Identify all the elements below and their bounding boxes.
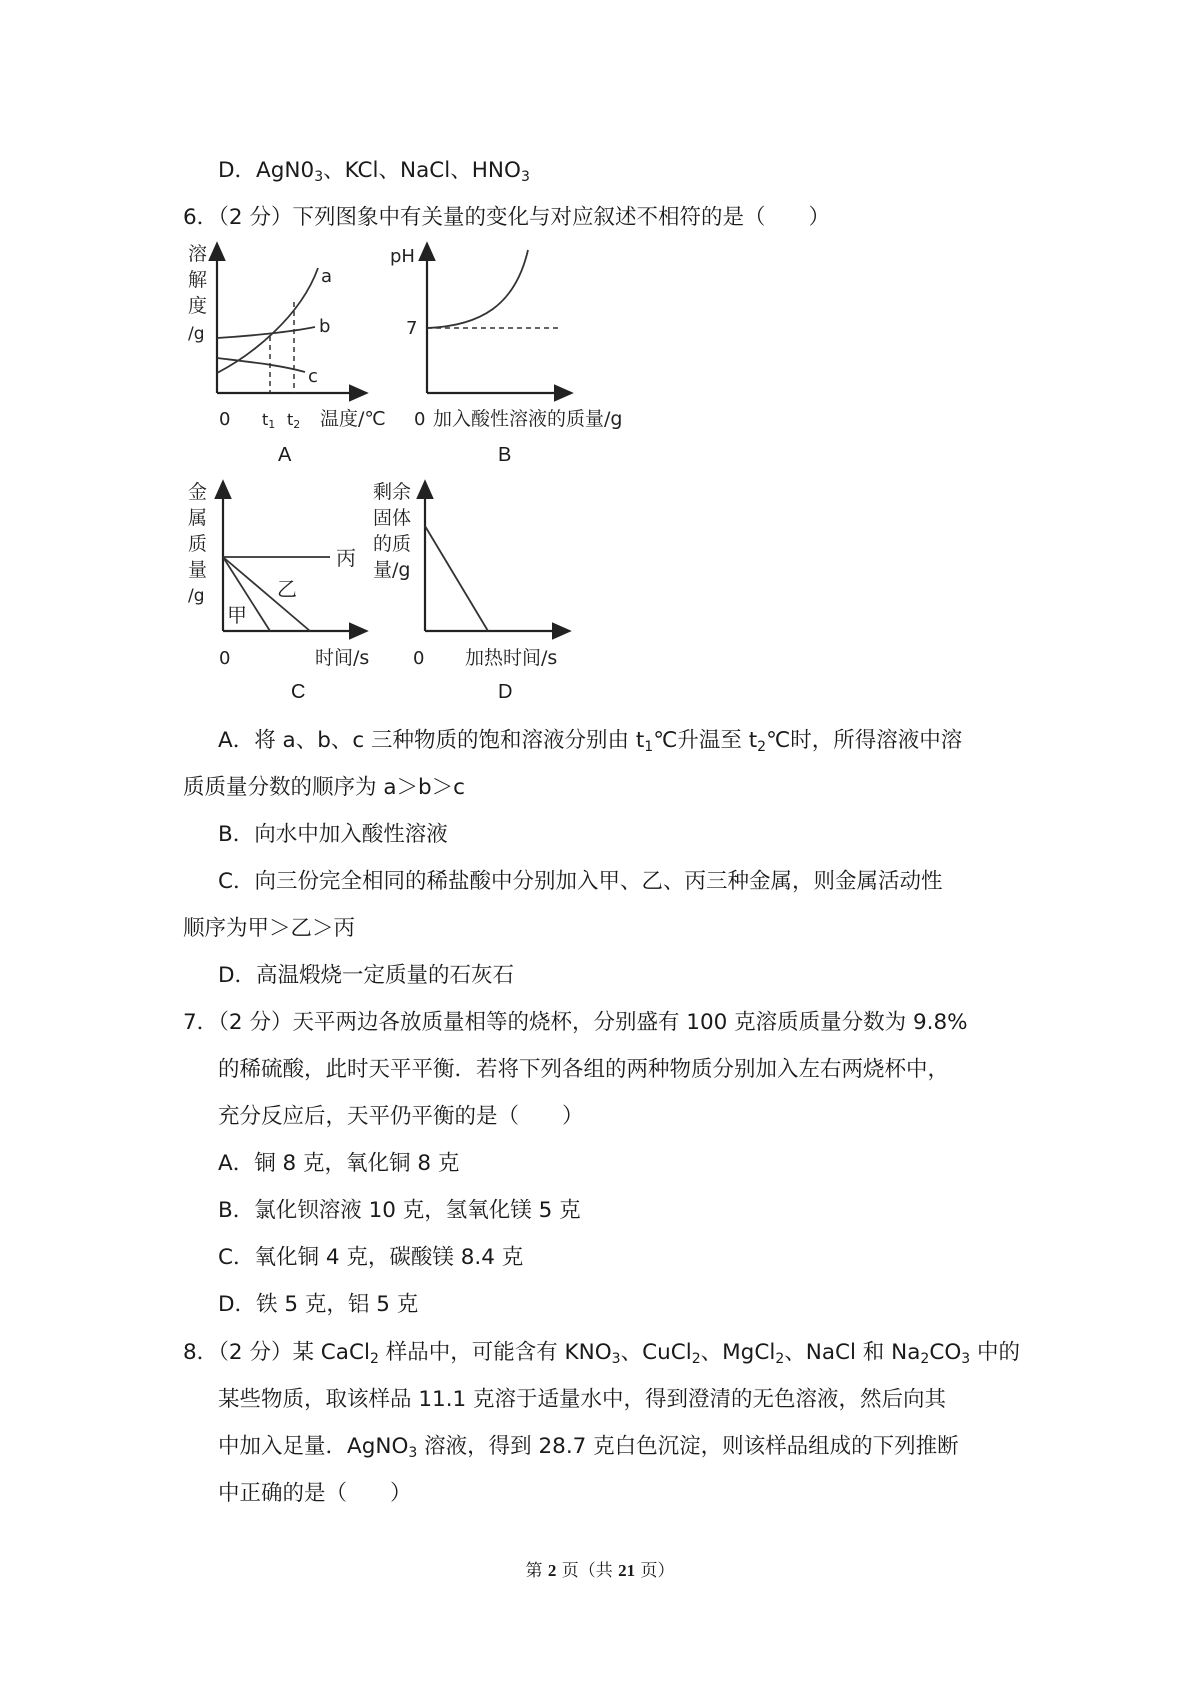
figure-a-label-b: b <box>319 316 331 337</box>
figure-a-label-c: c <box>308 366 318 387</box>
figure-d-ylabel-2: 固体 <box>373 507 412 529</box>
q6-option-c-line2: 顺序为甲＞乙＞丙 <box>183 916 356 941</box>
figure-a-label-a: a <box>321 266 333 287</box>
q8-stem-line3: 中加入足量．AgNO$_3$ 溶液，得到 28.7 克白色沉淀，则该样品组成的下列推断 <box>218 1434 959 1461</box>
figure-d-ylabel-3: 的质 <box>373 533 412 555</box>
figure-b-ph <box>390 238 650 433</box>
figure-d-line <box>425 526 488 631</box>
q7-option-a: A．铜 8 克，氧化铜 8 克 <box>218 1151 460 1176</box>
q7-option-c: C．氧化铜 4 克，碳酸镁 8.4 克 <box>218 1245 524 1270</box>
q6-option-d: D．高温煅烧一定质量的石灰石 <box>218 963 515 988</box>
figure-a-xlabel: 温度/℃ <box>320 408 386 430</box>
figure-c-label-yi: 乙 <box>277 577 297 601</box>
q7-stem-line2: 的稀硫酸，此时天平平衡．若将下列各组的两种物质分别加入左右两烧杯中， <box>218 1057 950 1082</box>
figure-a-ylabel-1: 溶 <box>188 243 208 265</box>
figure-c-ylabel-1: 金 <box>188 481 208 503</box>
figure-a-tick-t2: t2 <box>287 410 301 431</box>
q8-stem-line1: 8．（2 分）某 CaCl$_2$ 样品中，可能含有 $KNO_3$、CuCl$_2$、MgCl$_2$、NaCl 和 $Na_2CO_3$ 中的 <box>183 1340 1021 1367</box>
figure-c-label-bing: 丙 <box>336 546 356 570</box>
figure-a-ylabel-4: /g <box>188 324 205 344</box>
q6-option-a-line1: A．将 a、b、c 三种物质的饱和溶液分别由 $t_1℃$升温至 $t_2℃$时，所得溶液中溶 <box>218 728 963 755</box>
figure-b-curve <box>427 250 528 328</box>
page-footer: 第 2 页（共 21 页） <box>525 1561 675 1581</box>
q7-option-b: B．氯化钡溶液 10 克，氢氧化镁 5 克 <box>218 1198 581 1223</box>
figure-a-solubility <box>180 238 420 433</box>
figure-b-ylabel: pH <box>390 246 415 267</box>
figure-b-caption: B <box>498 444 512 466</box>
figure-d-caption: D <box>498 681 513 703</box>
figure-b-xlabel: 加入酸性溶液的质量/g <box>433 408 623 430</box>
figure-d-ylabel-4: 量/g <box>373 559 411 581</box>
q8-stem-line2: 某些物质，取该样品 11.1 克溶于适量水中，得到澄清的无色溶液，然后向其 <box>218 1387 947 1412</box>
q7-stem-line3: 充分反应后，天平仍平衡的是（ ） <box>218 1104 584 1129</box>
q5-option-d: D．$AgN0_3$、KCl、NaCl、$HNO_3$ <box>218 158 530 185</box>
figure-a-curve-b <box>217 327 315 338</box>
figure-a-tick-t1: t1 <box>262 410 276 431</box>
figure-c-ylabel-5: /g <box>188 586 205 606</box>
q6-option-a-line2: 质质量分数的顺序为 a＞b＞c <box>183 775 465 800</box>
figure-d-xlabel: 加热时间/s <box>465 647 558 669</box>
q8-stem-line4: 中正确的是（ ） <box>218 1481 412 1506</box>
figure-c-ylabel-2: 属 <box>188 507 208 529</box>
figure-a-caption: A <box>278 444 292 466</box>
q7-stem-line1: 7．（2 分）天平两边各放质量相等的烧杯，分别盛有 100 克溶质质量分数为 9.8% <box>183 1010 968 1035</box>
figure-b-origin: 0 <box>414 409 426 430</box>
figure-a-curve-a <box>217 268 318 373</box>
figure-c-xlabel: 时间/s <box>315 647 370 669</box>
figure-c-caption: C <box>291 681 306 703</box>
figure-c-ylabel-3: 质 <box>188 533 208 555</box>
figure-b-seven-label: 7 <box>406 318 418 339</box>
figure-d-origin: 0 <box>413 648 425 669</box>
figure-c-label-jia: 甲 <box>227 603 247 627</box>
q7-option-d: D．铁 5 克，铝 5 克 <box>218 1292 419 1317</box>
figure-c-origin: 0 <box>219 648 231 669</box>
q6-option-c-line1: C．向三份完全相同的稀盐酸中分别加入甲、乙、丙三种金属，则金属活动性 <box>218 869 943 894</box>
q6-stem: 6．（2 分）下列图象中有关量的变化与对应叙述不相符的是（ ） <box>183 205 830 230</box>
figure-a-origin: 0 <box>219 409 231 430</box>
figure-a-ylabel-2: 解 <box>188 269 208 291</box>
figure-d-heating <box>368 478 598 673</box>
figure-a-ylabel-3: 度 <box>188 295 208 317</box>
figure-c-ylabel-4: 量 <box>188 559 208 581</box>
q6-option-b: B．向水中加入酸性溶液 <box>218 822 448 847</box>
figure-d-ylabel-1: 剩余 <box>373 481 412 503</box>
